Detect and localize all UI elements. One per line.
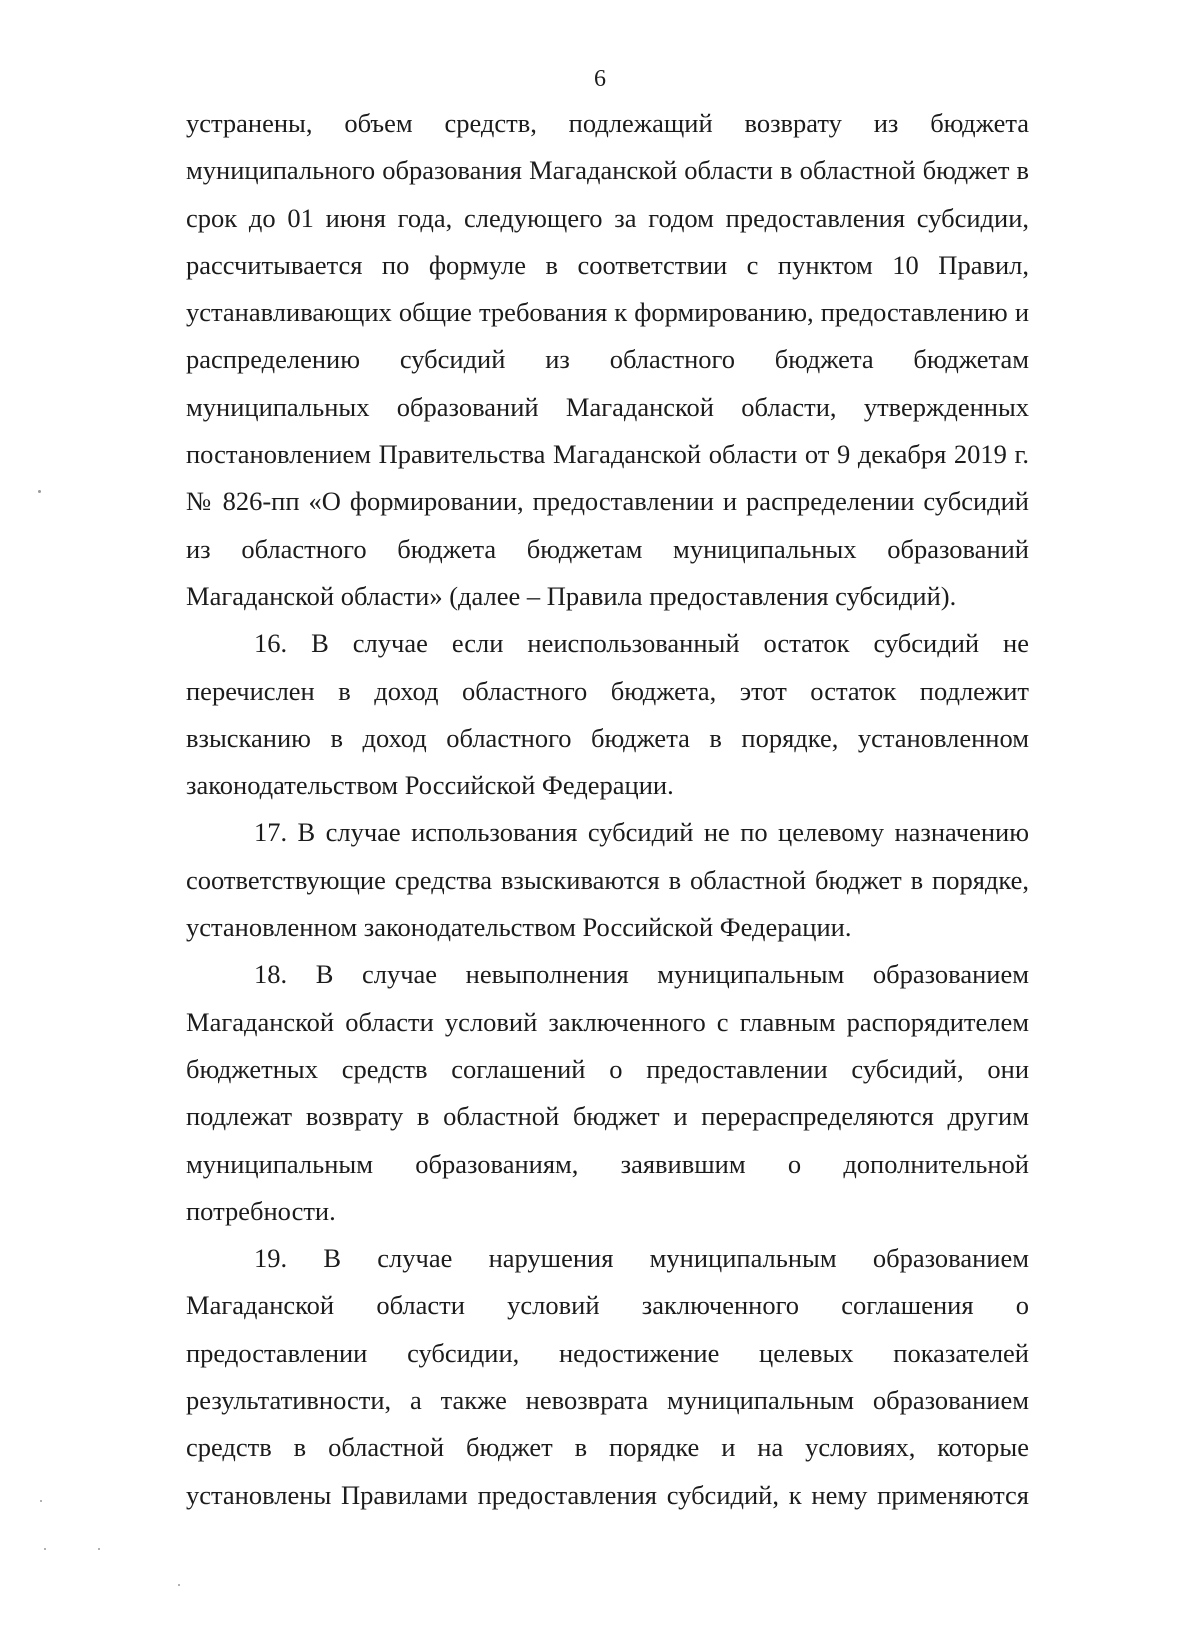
paragraph-18: [186, 951, 1029, 1235]
text-line: срок до 01 июня года, следующего за годом предоставления субсидии,: [186, 202, 1029, 233]
scan-speck: [38, 490, 41, 493]
text-line: предоставлении субсидии, недостижение целевых показателей: [186, 1337, 1029, 1368]
text-line: рассчитывается по формуле в соответствии с пунктом 10 Правил,: [186, 249, 1029, 280]
text-line: 17. В случае использования субсидий не по целевому назначению: [254, 817, 1029, 848]
text-line: из областного бюджета бюджетам муниципальных образований: [186, 533, 1029, 564]
text-line: устранены, объем средств, подлежащий возврату из бюджета: [186, 108, 1029, 138]
text-line: Магаданской области условий заключенного соглашения о: [186, 1290, 1029, 1321]
text-line: результативности, а также невозврата муниципальным образованием: [186, 1385, 1029, 1416]
paragraph-17: [186, 809, 1029, 951]
text-line: Магаданской области условий заключенного с главным распорядителем: [186, 1006, 1029, 1037]
paragraph-16: [186, 620, 1029, 809]
text-line: устанавливающих общие требования к формированию, предоставлению и: [186, 297, 1029, 328]
text-line: 19. В случае нарушения муниципальным образованием: [254, 1243, 1029, 1274]
text-line: муниципальным образованиям, заявившим о дополнительной: [186, 1148, 1029, 1179]
text-line: перечислен в доход областного бюджета, этот остаток подлежит: [186, 675, 1029, 706]
scan-speck: [44, 1548, 46, 1550]
document-body: [186, 100, 1029, 1519]
text-line: распределению субсидий из областного бюджета бюджетам: [186, 344, 1029, 375]
text-line: подлежат возврату в областной бюджет и перераспределяются другим: [186, 1101, 1029, 1132]
text-line: Магаданской области» (далее – Правила предоставления субсидий).: [186, 580, 957, 611]
text-line: соответствующие средства взыскиваются в областной бюджет в порядке,: [186, 864, 1029, 895]
text-line: установленном законодательством Российской Федерации.: [186, 912, 852, 943]
text-line: муниципального образования Магаданской области в областной бюджет в: [186, 155, 1029, 186]
text-line: бюджетных средств соглашений о предоставлении субсидий, они: [186, 1053, 1029, 1084]
text-line: взысканию в доход областного бюджета в порядке, установленном: [186, 722, 1029, 753]
paragraph-continued: [186, 100, 1029, 620]
text-line: средств в областной бюджет в порядке и на условиях, которые: [186, 1432, 1029, 1463]
text-line: установлены Правилами предоставления субсидий, к нему применяются: [186, 1479, 1029, 1510]
scan-speck: [40, 1500, 42, 1502]
text-line: законодательством Российской Федерации.: [186, 770, 674, 801]
text-line: постановлением Правительства Магаданской области от 9 декабря 2019 г.: [186, 439, 1029, 470]
page-number: 6: [594, 66, 606, 92]
scan-speck: [98, 1548, 100, 1550]
text-line: 16. В случае если неиспользованный остаток субсидий не: [254, 628, 1029, 659]
text-line: муниципальных образований Магаданской области, утвержденных: [186, 391, 1029, 422]
paragraph-19: [186, 1235, 1029, 1519]
text-line: № 826-пп «О формировании, предоставлении и распределении субсидий: [186, 486, 1029, 517]
scan-speck: [178, 1584, 180, 1586]
text-line: потребности.: [186, 1195, 336, 1226]
text-line: 18. В случае невыполнения муниципальным образованием: [254, 959, 1029, 990]
